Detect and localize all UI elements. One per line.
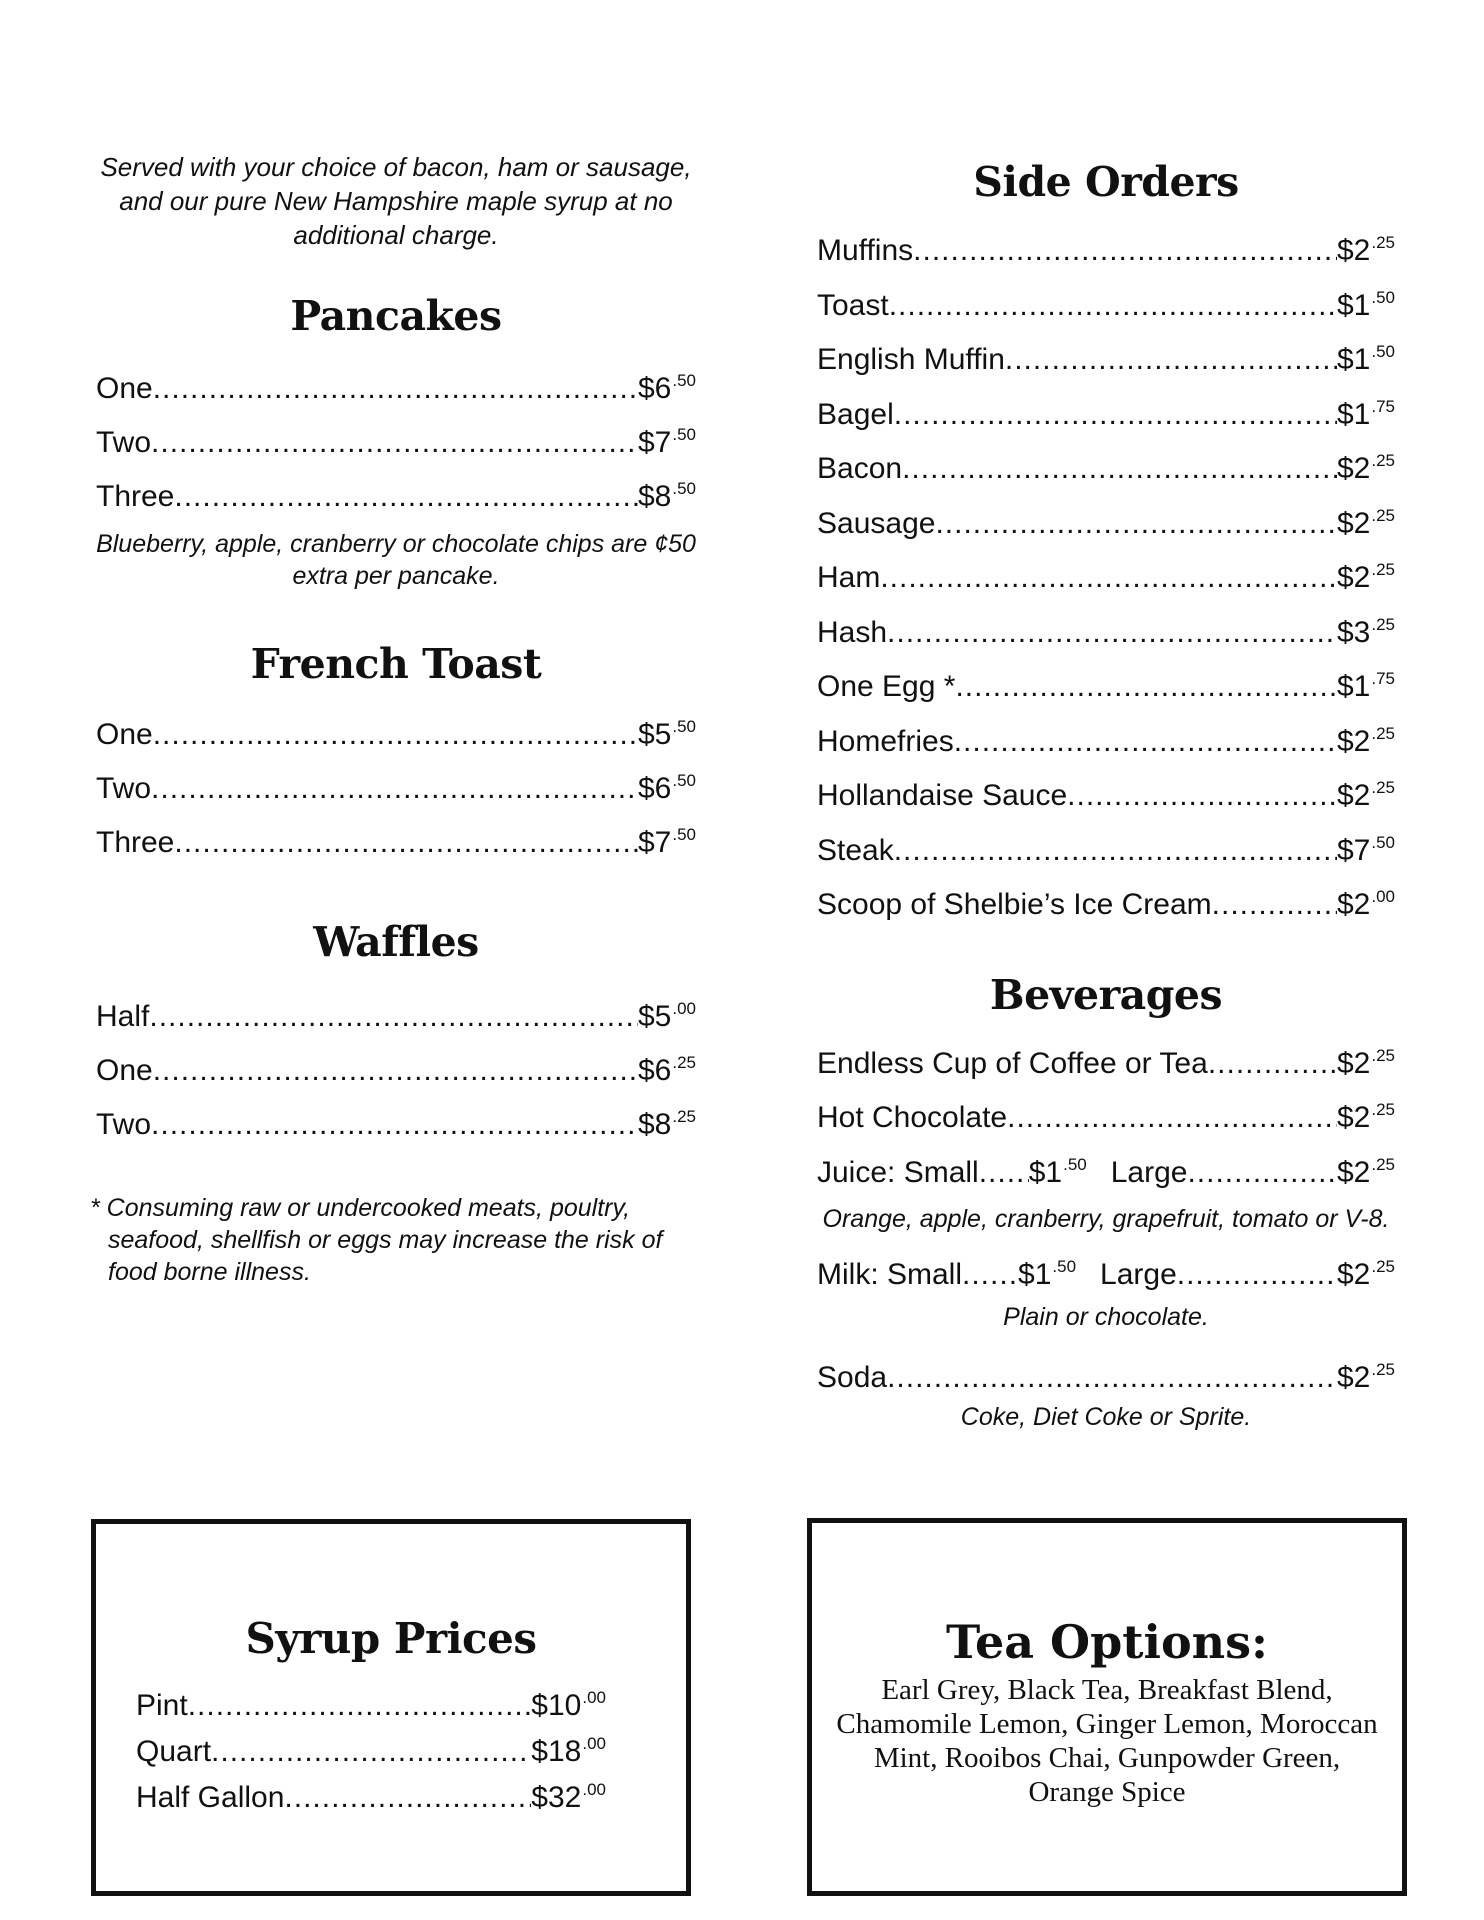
menu-item — [96, 1094, 696, 1148]
tea-options-content — [832, 1615, 1382, 1809]
milk-small-price: $\$1^{.50}$ — [1018, 1257, 1077, 1291]
item-name: Three — [96, 480, 175, 513]
item-price: $\$2^{.25}$ — [1336, 451, 1395, 485]
item-name: One — [96, 372, 153, 405]
item-name: One — [96, 718, 153, 751]
leader-dots — [151, 766, 638, 812]
item-name: Ham — [817, 561, 881, 594]
item-name: Two — [96, 772, 152, 805]
menu-item — [136, 1771, 606, 1817]
milk-large-label: Large — [1100, 1258, 1177, 1291]
item-price: $\$10^{.00}$ — [531, 1688, 606, 1722]
menu-item — [136, 1725, 606, 1771]
menu-item — [817, 275, 1395, 330]
item-name: Half — [96, 1000, 150, 1033]
leader-dots — [979, 1150, 1029, 1197]
allergy-footnote: * Consuming raw or undercooked meats, poultry, seafood, shellfish or eggs may increase the risk of food borne illness. — [90, 1194, 663, 1286]
leader-dots — [887, 610, 1337, 657]
leader-dots — [149, 994, 638, 1040]
item-price: $\$2^{.25}$ — [1336, 560, 1395, 594]
item-name: Three — [96, 826, 175, 859]
item-price: $\$1^{.75}$ — [1336, 669, 1395, 703]
item-name: Steak — [817, 833, 894, 867]
leader-dots — [174, 474, 638, 520]
item-name: English Muffin — [817, 343, 1005, 376]
menu-item — [817, 493, 1395, 548]
leader-dots — [1005, 337, 1337, 384]
item-price: $\$1^{.50}$ — [1336, 287, 1395, 322]
leader-dots — [889, 283, 1337, 330]
menu-item — [96, 758, 696, 812]
item-price: $\$8^{.25}$ — [637, 1107, 696, 1141]
leader-dots — [1067, 773, 1337, 820]
juice-large-price: $\$2^{.25}$ — [1336, 1154, 1395, 1189]
item-price: $\$5^{.50}$ — [637, 717, 696, 751]
waffles-list — [96, 986, 696, 1148]
leader-dots — [153, 1048, 638, 1094]
leader-dots — [894, 392, 1337, 439]
menu-item — [817, 1033, 1395, 1088]
beverages-heading: Beverages — [989, 970, 1223, 1019]
leader-dots — [1177, 1252, 1337, 1299]
leader-dots — [954, 719, 1337, 766]
juice-small-price: $\$1^{.50}$ — [1028, 1154, 1087, 1189]
item-price: $\$2^{.25}$ — [1336, 778, 1395, 812]
item-name: Hash — [817, 615, 888, 649]
menu-item — [136, 1679, 606, 1725]
item-price: $\$32^{.00}$ — [531, 1780, 606, 1814]
menu-item — [817, 438, 1395, 493]
leader-dots — [1208, 1041, 1337, 1088]
item-price: $\$2^{.25}$ — [1336, 1359, 1395, 1394]
leader-dots — [174, 820, 638, 866]
leader-dots — [935, 501, 1337, 548]
syrup-prices-box — [91, 1519, 691, 1896]
menu-item — [96, 358, 696, 412]
beverages-list — [817, 1033, 1395, 1434]
pancakes-heading: Pancakes — [290, 292, 502, 340]
leader-dots — [153, 366, 638, 412]
item-price: $\$2^{.25}$ — [1336, 723, 1395, 758]
item-price: $\$8^{.50}$ — [637, 479, 696, 513]
leader-dots — [894, 828, 1337, 875]
item-price: $\$7^{.50}$ — [637, 825, 696, 859]
leader-dots — [902, 446, 1337, 493]
leader-dots — [887, 1355, 1337, 1402]
menu-item — [817, 874, 1395, 929]
menu-item — [817, 384, 1395, 439]
leader-dots — [955, 664, 1337, 711]
side-orders-list — [817, 220, 1395, 929]
item-name: Muffins — [817, 234, 914, 267]
right-column — [817, 158, 1395, 1433]
menu-item — [817, 656, 1395, 711]
item-price: $\$2^{.25}$ — [1336, 505, 1395, 540]
menu-item — [817, 1347, 1395, 1402]
item-price: $\$6^{.25}$ — [637, 1053, 696, 1087]
item-price: $\$2^{.25}$ — [1336, 1045, 1395, 1080]
item-name: One Egg * — [817, 670, 956, 703]
leader-dots — [1212, 882, 1337, 929]
item-name: Hot Chocolate — [817, 1101, 1008, 1134]
item-price: $\$3^{.25}$ — [1336, 614, 1395, 649]
tea-options-box — [807, 1518, 1407, 1896]
leader-dots — [188, 1687, 532, 1725]
item-name: Toast — [817, 288, 889, 322]
leader-dots — [913, 228, 1337, 275]
menu-item — [817, 820, 1395, 875]
syrup-list — [136, 1679, 646, 1817]
soda-note: Coke, Diet Coke or Sprite. — [960, 1403, 1252, 1431]
french-toast-list — [96, 704, 696, 866]
tea-options-heading: Tea Options: — [946, 1615, 1268, 1669]
menu-item — [96, 812, 696, 866]
pancakes-list — [96, 358, 696, 520]
item-name: Pint — [136, 1689, 188, 1722]
milk-note: Plain or chocolate. — [1003, 1302, 1209, 1331]
leader-dots — [151, 420, 638, 466]
menu-item — [96, 1040, 696, 1094]
side-orders-heading: Side Orders — [973, 158, 1239, 206]
pancakes-note: Blueberry, apple, cranberry or chocolate chips are ¢50 extra per pancake. — [96, 530, 696, 590]
milk-small-label: Milk: Small — [817, 1258, 963, 1291]
item-price: $\$2^{.00}$ — [1336, 887, 1395, 921]
item-name: Bacon — [817, 452, 903, 485]
menu-item — [817, 602, 1395, 657]
menu-item — [817, 711, 1395, 766]
item-name: Two — [96, 426, 152, 459]
syrup-prices-content — [136, 1614, 646, 1817]
item-name: Homefries — [817, 724, 954, 758]
tea-options-list: Earl Grey, Black Tea, Breakfast Blend, Chamomile Lemon, Ginger Lemon, Moroccan Mint, Rooibos Chai, Gunpowder Green, Orange Spice — [836, 1674, 1378, 1808]
french-toast-heading: French Toast — [250, 640, 542, 688]
leader-dots — [1187, 1150, 1337, 1197]
item-name: Endless Cup of Coffee or Tea — [817, 1046, 1208, 1080]
menu-item — [817, 329, 1395, 384]
item-price: $\$6^{.50}$ — [637, 371, 696, 405]
item-name: One — [96, 1054, 153, 1087]
milk-row — [817, 1244, 1395, 1299]
menu-item — [96, 704, 696, 758]
item-name: Sausage — [817, 506, 936, 540]
leader-dots — [151, 1102, 638, 1148]
menu-item — [96, 412, 696, 466]
intro-note: Served with your choice of bacon, ham or sausage, and our pure New Hampshire maple syrup at no additional charge. — [100, 152, 692, 250]
leader-dots — [153, 712, 638, 758]
item-name: Hollandaise Sauce — [817, 779, 1068, 812]
menu-item — [817, 765, 1395, 820]
item-name: Bagel — [817, 397, 894, 431]
waffles-heading: Waffles — [313, 918, 479, 966]
item-price: $\$18^{.00}$ — [531, 1734, 606, 1768]
item-price: $\$5^{.00}$ — [637, 999, 696, 1033]
item-price: $\$1^{.50}$ — [1336, 342, 1395, 376]
syrup-prices-heading: Syrup Prices — [245, 1614, 537, 1663]
leader-dots — [880, 555, 1337, 602]
item-name: Half Gallon — [136, 1781, 285, 1814]
leader-dots — [211, 1733, 531, 1771]
item-name: Scoop of Shelbie’s Ice Cream — [817, 888, 1212, 921]
juice-note: Orange, apple, cranberry, grapefruit, tomato or V-8. — [822, 1205, 1390, 1233]
juice-large-label: Large — [1110, 1155, 1188, 1189]
leader-dots — [284, 1779, 531, 1817]
item-name: Quart — [136, 1735, 212, 1768]
menu-item — [96, 986, 696, 1040]
menu-item — [817, 547, 1395, 602]
milk-large-price: $\$2^{.25}$ — [1336, 1257, 1395, 1291]
item-price: $\$7^{.50}$ — [637, 425, 696, 459]
item-price: $\$7^{.50}$ — [1336, 832, 1395, 867]
menu-item — [96, 466, 696, 520]
leader-dots — [1007, 1095, 1337, 1142]
leader-dots — [962, 1252, 1018, 1299]
left-column — [90, 150, 696, 1288]
menu-item — [817, 1087, 1395, 1142]
item-price: $\$2^{.25}$ — [1336, 233, 1395, 267]
item-price: $\$1^{.75}$ — [1336, 396, 1395, 431]
item-price: $\$2^{.25}$ — [1336, 1100, 1395, 1134]
juice-row — [817, 1142, 1395, 1197]
menu-item — [817, 220, 1395, 275]
juice-small-label: Juice: Small — [817, 1155, 979, 1189]
item-name: Two — [96, 1108, 152, 1141]
item-price: $\$6^{.50}$ — [637, 771, 696, 805]
item-name: Soda — [817, 1360, 888, 1394]
